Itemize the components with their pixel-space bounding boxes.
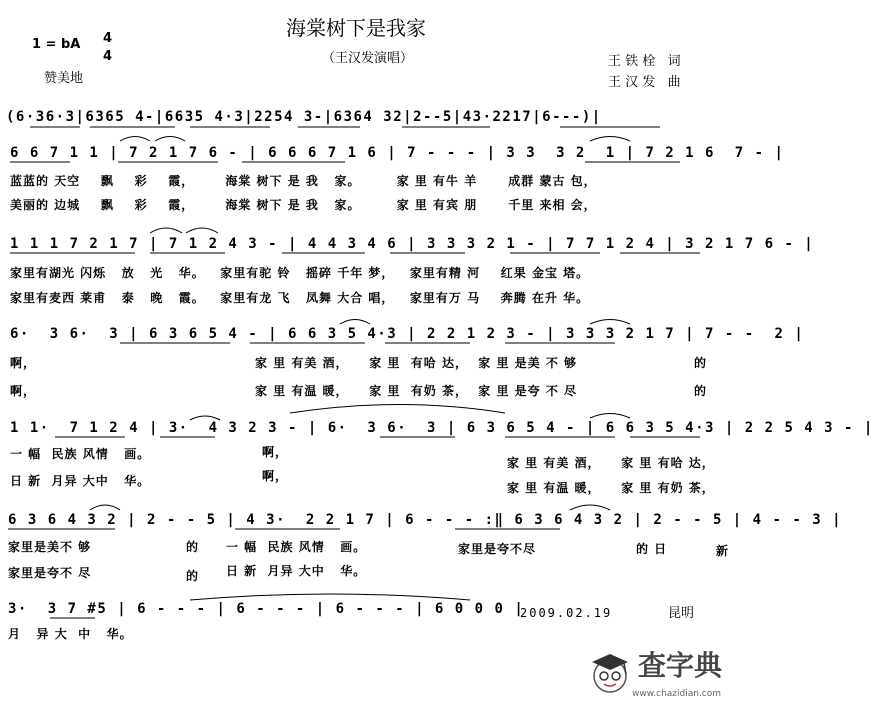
lyrics-line-4a-ah: 啊， [262,445,289,459]
slur [570,505,610,510]
slur [190,594,470,600]
notation-line-4: 1 1· 7 1 2 4 | 3· 4 3 2 3 - | 6· 3 6· 3 | 6 3 6 5 4 - | 6 6 3 5 4·3 | 2 2 5 4 3 - | [10,420,874,436]
tempo-marking: 赞美地 [44,71,84,86]
lyrics-line-3b-ah: 啊， [10,384,37,398]
watermark-url: www.chazidian.com [632,689,722,699]
lyrics-line-4a-3: 家 里 有美 酒， 家 里 有哈 达， [507,456,715,470]
lyrics-line-6: 月 异 大 中 华。 [8,627,133,641]
notation-line-5: 6 3 6 4 3 2 | 2 - - 5 | 4 3· 2 2 1 7 | 6 - - - :‖ 6 3 6 4 3 2 | 2 - - 5 | 4 - - 3 | [8,512,843,528]
lyrics-line-5a-2: 的 [186,540,200,554]
lyrics-line-4a-1: 一 幅 民族 风情 画。 [10,447,151,461]
lyrics-line-2a: 家里有湖光 闪烁 放 光 华。 家里有驼 铃 摇碎 千年 梦， 家里有精 河 红果 金宝 塔。 [10,266,590,280]
lyrics-line-5a-1: 家里是美不 够 [8,540,92,554]
notation-line-6: 3· 3 7 #5 | 6 - - - | 6 - - - | 6 - - - | 6 0 0 0 | [8,601,525,617]
page-title: 海棠树下是我家 [286,16,426,40]
lyrics-line-4b-1: 日 新 月异 大中 华。 [10,474,151,488]
lyrics-line-4b-3: 家 里 有温 暖， 家 里 有奶 茶， [507,481,715,495]
lyrics-line-5a-6: 新 [716,544,730,558]
notation-line-3: 6· 3 6· 3 | 6 3 6 5 4 - | 6 6 3 5 4·3 | 2 2 1 2 3 - | 3 3 3 2 1 7 | 7 - - 2 | [10,326,805,342]
slur [90,505,120,510]
lyrics-line-4b-ah: 啊， [262,469,289,483]
lyricist: 王 铁 栓 词 [608,54,681,69]
singer-note: （王汉发演唱） [322,51,414,66]
slur [340,320,370,325]
slur [290,405,505,414]
watermark-logo-text: 查字典 [638,649,723,682]
lyrics-line-5b-1: 家里是夸不 尽 [8,566,92,580]
key-signature: 1 = bA [32,37,81,52]
lyrics-line-3a-end: 的 [694,356,708,370]
time-sig-denominator: 4 [103,49,113,64]
intro-line: (6·36·3|6365 4-|6635 4·3|2254 3-|6364 32|2--5|43·2217|6---)| [6,109,602,125]
lyrics-line-5a-4: 家里是夸不尽 [458,542,537,556]
lyrics-line-5a-3: 一 幅 民族 风情 画。 [226,540,367,554]
slur [590,320,630,325]
lyrics-line-1a: 蓝蓝的 天空 飘 彩 霞， 海棠 树下 是 我 家。 家 里 有牛 羊 成群 蒙古 包， [10,174,597,188]
lyrics-line-5b-2: 的 [186,569,200,583]
lyrics-line-3a-ah: 啊， [10,356,37,370]
slur [590,414,630,419]
lyrics-line-5b-3: 日 新 月异 大中 华。 [226,564,367,578]
slur [186,228,218,233]
lyrics-line-3a-main: 家 里 有美 酒， 家 里 有哈 达， 家 里 是美 不 够 [255,356,578,370]
composition-place: 昆明 [668,606,695,621]
lyrics-line-1b: 美丽的 边城 飘 彩 霞， 海棠 树下 是 我 家。 家 里 有宾 朋 千里 来相 会， [10,198,597,212]
watermark [586,648,746,706]
slur [120,137,150,142]
mascot-icon [586,650,634,700]
notation-line-1: 6 6 7 1 1 | 7 2 1 7 6 - | 6 6 6 7 1 6 | 7 - - - | 3 3 3 2 1 | 7 2 1 6 7 - | [10,145,785,161]
lyrics-line-3b-end: 的 [694,384,708,398]
lyrics-line-2b: 家里有麦西 莱甫 泰 晚 霞。 家里有龙 飞 凤舞 大合 唱， 家里有万 马 奔腾 在升 华。 [10,291,590,305]
slur [590,137,630,142]
slur [190,416,220,420]
slur [150,228,182,233]
composer: 王 汉 发 曲 [608,75,681,90]
lyrics-line-5a-5: 的 日 [636,542,668,556]
time-sig-numerator: 4 [103,31,113,46]
composition-date: 2009.02.19 [520,606,613,620]
lyrics-line-3b-main: 家 里 有温 暖， 家 里 有奶 茶， 家 里 是夸 不 尽 [255,384,578,398]
notation-line-2: 1 1 1 7 2 1 7 | 7 1 2 4 3 - | 4 4 3 4 6 | 3 3 3 2 1 - | 7 7 1 2 4 | 3 2 1 7 6 - | [10,236,815,252]
slur [155,137,185,142]
